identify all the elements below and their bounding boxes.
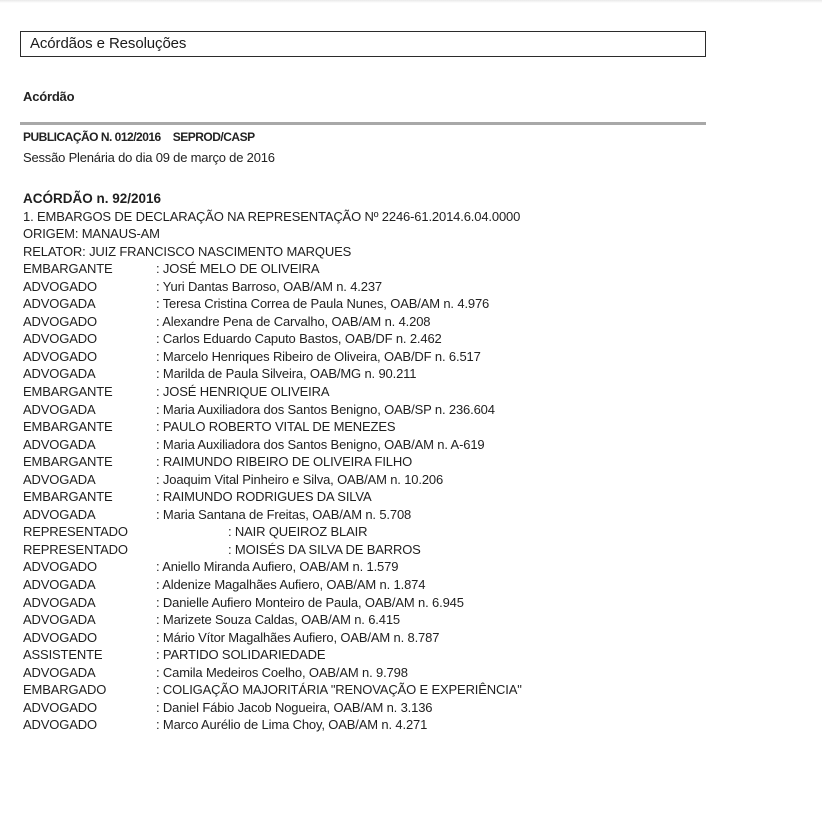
- party-role: ADVOGADA: [23, 401, 96, 417]
- party-row: [23, 383, 803, 401]
- party-row: [23, 523, 803, 541]
- party-row: [23, 558, 803, 576]
- party-role: ADVOGADA: [23, 296, 96, 312]
- section-title: Acórdãos e Resoluções: [30, 35, 187, 52]
- party-name: : Mário Vítor Magalhães Aufiero, OAB/AM n. 8.787: [156, 629, 440, 645]
- party-role: ADVOGADO: [23, 278, 97, 294]
- party-role: ADVOGADO: [23, 717, 97, 733]
- section-divider: [20, 122, 706, 125]
- party-row: [23, 453, 803, 471]
- party-name: : Danielle Aufiero Monteiro de Paula, OAB/AM n. 6.945: [156, 594, 464, 610]
- party-role: ADVOGADA: [23, 471, 96, 487]
- subsection-title: Acórdão: [23, 89, 75, 104]
- process-description: 1. EMBARGOS DE DECLARAÇÃO NA REPRESENTAÇÃO Nº 2246-61.2014.6.04.0000: [23, 208, 521, 224]
- party-role: ADVOGADA: [23, 594, 96, 610]
- party-role: ADVOGADA: [23, 436, 96, 452]
- rapporteur: RELATOR: JUIZ FRANCISCO NASCIMENTO MARQUES: [23, 243, 352, 259]
- publication-number: PUBLICAÇÃO N. 012/2016: [23, 130, 161, 144]
- acordao-content: [23, 190, 803, 734]
- parties-list: [23, 260, 803, 734]
- party-name: : Maria Auxiliadora dos Santos Benigno, OAB/AM n. A-619: [156, 436, 485, 452]
- party-name: : Aniello Miranda Aufiero, OAB/AM n. 1.579: [156, 559, 399, 575]
- party-row: [23, 365, 803, 383]
- party-row: [23, 330, 803, 348]
- party-role: ADVOGADO: [23, 629, 97, 645]
- party-name: : Maria Auxiliadora dos Santos Benigno, OAB/SP n. 236.604: [156, 401, 495, 417]
- party-role: EMBARGANTE: [23, 489, 113, 505]
- party-role: EMBARGANTE: [23, 419, 113, 435]
- party-role: ADVOGADO: [23, 699, 97, 715]
- party-role: ADVOGADA: [23, 366, 96, 382]
- party-name: : JOSÉ MELO DE OLIVEIRA: [156, 261, 320, 277]
- party-name: : COLIGAÇÃO MAJORITÁRIA "RENOVAÇÃO E EXPERIÊNCIA": [156, 682, 522, 698]
- party-name: : Marilda de Paula Silveira, OAB/MG n. 90.211: [156, 366, 417, 382]
- party-row: [23, 401, 803, 419]
- party-name: : PARTIDO SOLIDARIEDADE: [156, 647, 326, 663]
- party-role: ADVOGADA: [23, 664, 96, 680]
- party-row: [23, 418, 803, 436]
- party-name: : Teresa Cristina Correa de Paula Nunes, OAB/AM n. 4.976: [156, 296, 490, 312]
- party-role: ADVOGADO: [23, 559, 97, 575]
- party-name: : RAIMUNDO RIBEIRO DE OLIVEIRA FILHO: [156, 454, 413, 470]
- party-row: [23, 646, 803, 664]
- party-role: EMBARGANTE: [23, 261, 113, 277]
- party-name: : PAULO ROBERTO VITAL DE MENEZES: [156, 419, 396, 435]
- party-role: ADVOGADA: [23, 506, 96, 522]
- party-name: : Maria Santana de Freitas, OAB/AM n. 5.708: [156, 506, 412, 522]
- party-name: : Daniel Fábio Jacob Nogueira, OAB/AM n. 3.136: [156, 699, 433, 715]
- party-name: : Carlos Eduardo Caputo Bastos, OAB/DF n. 2.462: [156, 331, 442, 347]
- origin: ORIGEM: MANAUS-AM: [23, 226, 160, 242]
- party-role: ASSISTENTE: [23, 647, 103, 663]
- party-row: [23, 681, 803, 699]
- party-name: : Joaquim Vital Pinheiro e Silva, OAB/AM n. 10.206: [156, 471, 444, 487]
- party-role: EMBARGANTE: [23, 384, 113, 400]
- publication-line: [23, 130, 255, 144]
- party-row: [23, 348, 803, 366]
- party-row: [23, 295, 803, 313]
- party-role: ADVOGADO: [23, 331, 97, 347]
- session-date: Sessão Plenária do dia 09 de março de 2016: [23, 150, 275, 165]
- party-row: [23, 436, 803, 454]
- party-name: : Yuri Dantas Barroso, OAB/AM n. 4.237: [156, 278, 383, 294]
- party-role: EMBARGANTE: [23, 454, 113, 470]
- party-role: ADVOGADA: [23, 612, 96, 628]
- party-name: : Alexandre Pena de Carvalho, OAB/AM n. 4.208: [156, 313, 431, 329]
- party-name: : Marco Aurélio de Lima Choy, OAB/AM n. 4.271: [156, 717, 428, 733]
- party-name: : JOSÉ HENRIQUE OLIVEIRA: [156, 384, 330, 400]
- party-row: [23, 488, 803, 506]
- party-role: REPRESENTADO: [23, 524, 128, 540]
- party-row: [23, 541, 803, 559]
- party-name: : Camila Medeiros Coelho, OAB/AM n. 9.798: [156, 664, 408, 680]
- party-row: [23, 629, 803, 647]
- party-role: ADVOGADO: [23, 348, 97, 364]
- publication-department: SEPROD/CASP: [172, 130, 255, 144]
- party-row: [23, 594, 803, 612]
- party-role: EMBARGADO: [23, 682, 107, 698]
- party-row: [23, 506, 803, 524]
- party-row: [23, 260, 803, 278]
- party-row: [23, 611, 803, 629]
- party-row: [23, 716, 803, 734]
- party-name: : MOISÉS DA SILVA DE BARROS: [228, 541, 421, 557]
- party-name: : Aldenize Magalhães Aufiero, OAB/AM n. 1.874: [156, 577, 426, 593]
- party-row: [23, 278, 803, 296]
- party-row: [23, 576, 803, 594]
- party-row: [23, 471, 803, 489]
- party-row: [23, 313, 803, 331]
- party-row: [23, 664, 803, 682]
- party-name: : Marizete Souza Caldas, OAB/AM n. 6.415: [156, 612, 401, 628]
- party-row: [23, 699, 803, 717]
- section-header-box: [20, 31, 706, 57]
- top-edge-shadow: [0, 0, 822, 3]
- party-name: : NAIR QUEIROZ BLAIR: [228, 524, 368, 540]
- party-role: ADVOGADA: [23, 577, 96, 593]
- party-name: : RAIMUNDO RODRIGUES DA SILVA: [156, 489, 372, 505]
- acordao-title: ACÓRDÃO n. 92/2016: [23, 191, 162, 206]
- party-role: ADVOGADO: [23, 313, 97, 329]
- party-role: REPRESENTADO: [23, 541, 128, 557]
- party-name: : Marcelo Henriques Ribeiro de Oliveira, OAB/DF n. 6.517: [156, 348, 481, 364]
